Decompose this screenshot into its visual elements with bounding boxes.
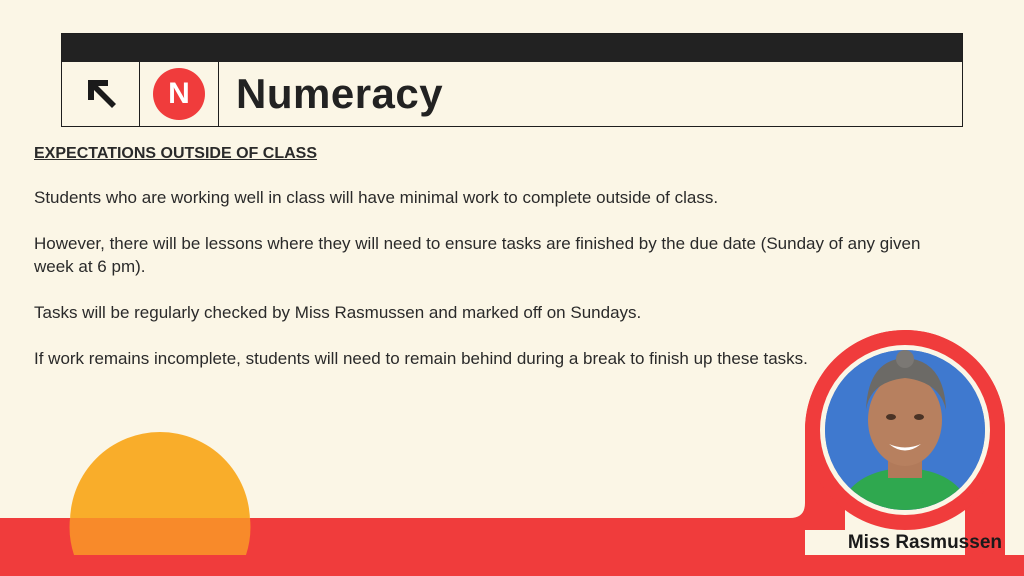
- page-title: Numeracy: [236, 70, 444, 117]
- header-bar: [62, 34, 962, 62]
- paragraph-3: Tasks will be regularly checked by Miss Rasmussen and marked off on Sundays.: [34, 303, 642, 322]
- band-circle-overlap-shape: [70, 518, 251, 555]
- section-heading: EXPECTATIONS OUTSIDE OF CLASS: [34, 145, 317, 162]
- page-header: [61, 33, 963, 127]
- paragraph-4: If work remains incomplete, students will need to remain behind during a break to finish up these tasks.: [34, 349, 808, 368]
- main-content: [34, 142, 964, 393]
- back-arrow-cell[interactable]: [62, 62, 140, 126]
- teacher-name: Miss Rasmussen: [847, 532, 1002, 553]
- arrow-up-left-icon[interactable]: [84, 76, 120, 112]
- paragraph-2: However, there will be lessons where they will need to ensure tasks are finished by the due date (Sunday of any given week at 6 pm).: [34, 234, 921, 276]
- n-badge-icon: N: [153, 68, 205, 120]
- paragraph-1: Students who are working well in class will have minimal work to complete outside of class.: [34, 188, 719, 207]
- badge-cell: [140, 62, 219, 126]
